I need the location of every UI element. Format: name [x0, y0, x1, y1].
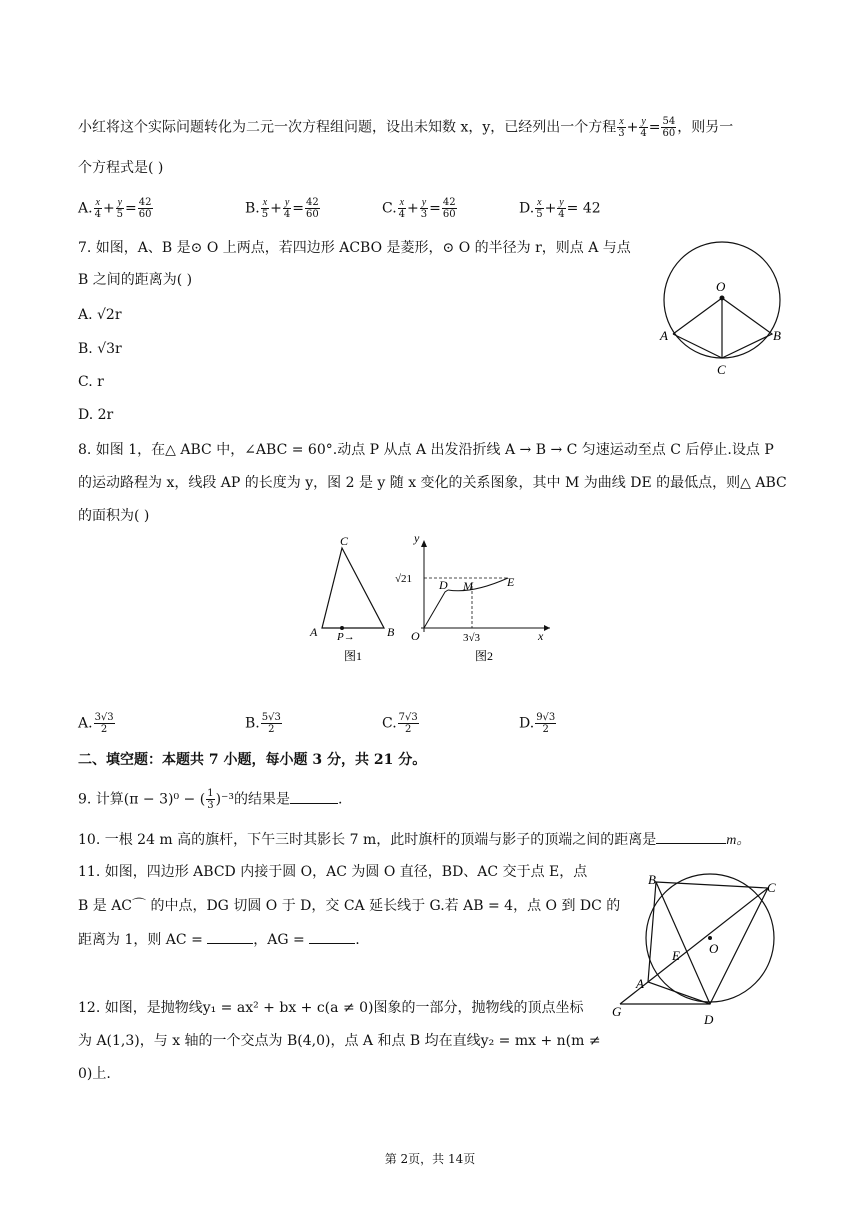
- fig2-label-x: x: [538, 629, 544, 643]
- q11-line2: B 是 AC⌒ 的中点，DG 切圆 O 于 D，交 CA 延长线于 G.若 AB = 4，点 O 到 DC 的: [78, 898, 621, 914]
- fig1-label-p: P→: [337, 631, 355, 643]
- q7-label-a: A: [660, 328, 668, 343]
- q11-label-o: O: [709, 941, 719, 956]
- q7-option-a: A. √2r: [78, 307, 122, 323]
- q8-option-d: D. $\frac{9√3}{2}$: [519, 712, 556, 735]
- eq-fraction-54-60: $\frac{54}{60}$: [662, 116, 676, 139]
- q7-circle-figure: [655, 230, 795, 380]
- q8-line3: 的面积为( ): [78, 508, 150, 524]
- page-footer: 第 2页，共 14页: [384, 1152, 476, 1166]
- fig2-label-d: D: [439, 578, 448, 592]
- q8-line1: 8. 如图 1，在△ ABC 中，∠ABC = 60°.动点 P 从点 A 出发沿折线 A → B → C 匀速运动至点 C 后停止.设点 P: [78, 442, 774, 458]
- fig2-caption: 图2: [475, 649, 494, 663]
- q6-line2: 个方程式是( ): [78, 160, 164, 176]
- fig2-label-y: y: [414, 531, 420, 545]
- q11-line1: 11. 如图，四边形 ABCD 内接于圆 O，AC 为圆 O 直径，BD、AC 交于点 E，点: [78, 864, 588, 880]
- fig2-label-e: E: [507, 575, 515, 589]
- q11-label-b: B: [648, 872, 656, 887]
- q7-line1: 7. 如图，A、B 是⊙ O 上两点，若四边形 ACBO 是菱形，⊙ O 的半径为 r，则点 A 与点: [78, 240, 631, 256]
- fig1-label-a: A: [310, 625, 318, 639]
- q11-label-g: G: [612, 1004, 622, 1019]
- q8-option-c: C. $\frac{7√3}{2}$: [382, 712, 418, 735]
- q11-ag-blank[interactable]: [309, 943, 355, 944]
- q6-option-d: D. $\frac{x}{5}$ + $\frac{y}{4}$ = 42: [519, 197, 601, 220]
- q8-line2: 的运动路程为 x，线段 AP 的长度为 y，图 2 是 y 随 x 变化的关系图象，其中 M 为曲线 DE 的最低点，则△ ABC: [78, 475, 787, 491]
- q8-option-a: A. $\frac{3√3}{2}$: [78, 712, 114, 735]
- fig1-label-b: B: [387, 625, 395, 639]
- q6-option-b: B. $\frac{x}{5}$ + $\frac{y}{4}$ = $\frac{42}{60}$: [245, 197, 319, 220]
- fig2-label-m: M: [463, 579, 473, 593]
- q7-option-b: B. √3r: [78, 341, 122, 357]
- q10-line: 10. 一根 24 m 高的旗杆，下午三时其影长 7 m，此时旗杆的顶端与影子的顶端之间的距离是 m。: [78, 832, 751, 848]
- q6-option-c: C. $\frac{x}{4}$ + $\frac{y}{3}$ = $\frac{42}{60}$: [382, 197, 456, 220]
- q7-line2: B 之间的距离为( ): [78, 272, 193, 288]
- q12-line1: 12. 如图，是抛物线y₁ = ax² + bx + c(a ≠ 0)图象的一部分，抛物线的顶点坐标: [78, 1000, 584, 1016]
- q11-label-c: C: [767, 880, 776, 895]
- q8-figures: [300, 530, 560, 670]
- q11-line3: 距离为 1，则 AC = ，AG = .: [78, 932, 360, 948]
- fig2-label-xtick: 3√3: [463, 632, 481, 644]
- q12-line3: 0)上.: [78, 1066, 111, 1082]
- fig2-label-o: O: [411, 629, 420, 643]
- q7-option-c: C. r: [78, 374, 104, 390]
- q11-label-e: E: [672, 948, 680, 963]
- q9-answer-blank[interactable]: [290, 803, 338, 804]
- q12-line2: 为 A(1,3)，与 x 轴的一个交点为 B(4,0)，点 A 和点 B 均在直线y₂ = mx + n(m ≠: [78, 1033, 601, 1049]
- fig2-label-sqrt21: √21: [395, 573, 413, 585]
- q6-line1: 小红将这个实际问题转化为二元一次方程组问题，设出未知数 x，y，已经列出一个方程 $\frac{x}{3}$ + $\frac{y}{4}$ = $\frac{54}{60}$ ，则另一: [78, 116, 734, 139]
- fig1-label-c: C: [340, 534, 349, 548]
- q7-option-d: D. 2r: [78, 407, 114, 423]
- fig1-caption: 图1: [344, 649, 363, 663]
- q10-answer-blank[interactable]: [656, 843, 726, 844]
- q11-label-a: A: [636, 976, 644, 991]
- q11-label-d: D: [704, 1012, 714, 1027]
- q8-option-b: B. $\frac{5√3}{2}$: [245, 712, 281, 735]
- q11-circle-figure: [610, 868, 800, 1030]
- q9-line: 9. 计算(π − 3)⁰ − ( $\frac{1}{3}$ )⁻³的结果是 .: [78, 788, 343, 811]
- eq-fraction-y4: $\frac{y}{4}$: [640, 116, 647, 139]
- q7-label-o: O: [716, 279, 726, 294]
- q6-option-a: A. $\frac{x}{4}$ + $\frac{y}{5}$ = $\frac{42}{60}$: [78, 197, 152, 220]
- q11-ac-blank[interactable]: [207, 943, 253, 944]
- q7-label-b: B: [773, 328, 781, 343]
- section-title-fill-in: 二、填空题：本题共 7 小题，每小题 3 分，共 21 分。: [78, 752, 427, 768]
- q7-label-c: C: [717, 362, 726, 377]
- eq-fraction-x3: $\frac{x}{3}$: [618, 116, 625, 139]
